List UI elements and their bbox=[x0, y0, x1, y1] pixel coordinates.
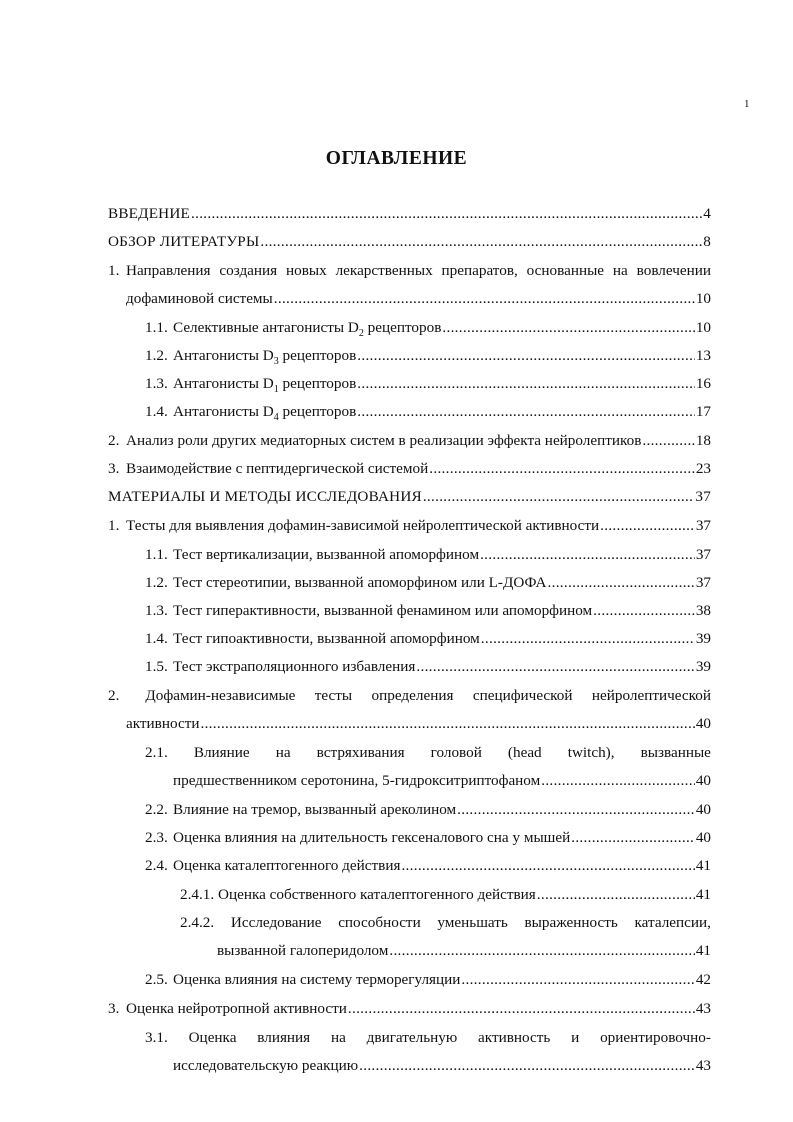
toc-entry-text: Тест гиперактивности, вызванной фенамином или апоморфином bbox=[173, 602, 593, 619]
toc-number: 2.1. bbox=[145, 744, 168, 761]
toc-entry-m2-4-1 bbox=[180, 885, 711, 905]
justified-word: на bbox=[275, 744, 291, 761]
leader-dots bbox=[548, 573, 695, 593]
toc-page-number: 37 bbox=[695, 488, 711, 505]
justified-word: Исследование bbox=[230, 914, 322, 931]
leader-dots bbox=[600, 516, 695, 536]
leader-dots bbox=[442, 318, 694, 338]
toc-entry-m2-line2 bbox=[126, 714, 711, 734]
toc-page-number: 10 bbox=[695, 319, 711, 336]
toc-entry-text: Тесты для выявления дофамин-зависимой нейролептической активности bbox=[126, 517, 600, 534]
leader-dots bbox=[401, 856, 694, 876]
toc-entry-m3-1-line2 bbox=[173, 1056, 711, 1076]
toc-entry-text: ВВЕДЕНИЕ bbox=[108, 205, 190, 222]
justified-word: нейролептической bbox=[591, 687, 711, 704]
toc-number: 2.4. bbox=[145, 857, 168, 874]
leader-dots bbox=[200, 714, 694, 734]
toc-page-number: 42 bbox=[695, 971, 711, 988]
leader-dots bbox=[359, 1056, 695, 1076]
toc-entry-text: Оценка влияния на систему терморегуляции bbox=[173, 971, 461, 988]
toc-page-number: 10 bbox=[695, 290, 711, 307]
toc-entry-text: МАТЕРИАЛЫ И МЕТОДЫ ИССЛЕДОВАНИЯ bbox=[108, 488, 422, 505]
toc-number: 1.2. bbox=[145, 574, 168, 591]
toc-entry-m2-1-line2 bbox=[173, 771, 711, 791]
justified-word: способности bbox=[338, 914, 421, 931]
justified-word: активность bbox=[478, 1029, 551, 1046]
toc-page-number: 40 bbox=[695, 772, 711, 789]
leader-dots bbox=[348, 999, 695, 1019]
toc-entry-text: активности bbox=[126, 715, 200, 732]
toc-entry-text: Оценка влияния на длительность гексеналового сна у мышей bbox=[173, 829, 571, 846]
toc-entry-m1-2 bbox=[145, 573, 711, 593]
toc-entry-m3 bbox=[108, 999, 711, 1019]
toc-entry-text: Взаимодействие с пептидергической системой bbox=[126, 460, 429, 477]
leader-dots bbox=[389, 941, 694, 961]
toc-number: 1.4. bbox=[145, 403, 168, 420]
leader-dots bbox=[357, 346, 695, 366]
page-number: 1 bbox=[744, 98, 750, 110]
justified-word: специфической bbox=[472, 687, 573, 704]
toc-entry-m2-4 bbox=[145, 856, 711, 876]
leader-dots bbox=[642, 431, 694, 451]
justified-word: влияния bbox=[257, 1029, 311, 1046]
toc-number: 3. bbox=[108, 460, 120, 477]
toc-entry-text: Направления создания новых лекарственных препаратов, основанные на вовлечении bbox=[126, 262, 711, 279]
toc-number: 1.3. bbox=[145, 602, 168, 619]
toc-entry-s1-line1 bbox=[108, 261, 711, 281]
justified-word: Дофамин-независимые bbox=[145, 687, 296, 704]
toc-entry-text: Антагонисты $D_4$ рецепторов bbox=[173, 403, 357, 424]
justified-word: на bbox=[330, 1029, 346, 1046]
toc-entry-m1-3 bbox=[145, 601, 711, 621]
toc-page-number: 4 bbox=[703, 205, 711, 222]
toc-number: 1.1. bbox=[145, 546, 168, 563]
leader-dots bbox=[571, 828, 695, 848]
toc-entry-text: дофаминовой системы bbox=[126, 290, 273, 307]
toc-entry-m1 bbox=[108, 516, 711, 536]
toc-page-number: 43 bbox=[695, 1000, 711, 1017]
toc-number: 3. bbox=[108, 1000, 120, 1017]
toc-number: 2.3. bbox=[145, 829, 168, 846]
justified-word: Оценка bbox=[188, 1029, 237, 1046]
toc-entry-text: предшественником серотонина, 5-гидрокситриптофаном bbox=[173, 772, 541, 789]
toc-entry-m1-5 bbox=[145, 657, 711, 677]
toc-entry-m2-3 bbox=[145, 828, 711, 848]
toc-page-number: 40 bbox=[695, 829, 711, 846]
toc-page-number: 41 bbox=[695, 942, 711, 959]
toc-entry-s1-line2 bbox=[126, 289, 711, 309]
justified-word: выраженность bbox=[524, 914, 618, 931]
toc-entry-m1-1 bbox=[145, 545, 711, 565]
toc-page-number: 17 bbox=[695, 403, 711, 420]
justified-word: (head bbox=[507, 744, 542, 761]
leader-dots bbox=[457, 800, 695, 820]
toc-page-number: 37 bbox=[695, 546, 711, 563]
toc-number: 1.5. bbox=[145, 658, 168, 675]
toc-entry-text: ОБЗОР ЛИТЕРАТУРЫ bbox=[108, 233, 260, 250]
toc-number: 2.5. bbox=[145, 971, 168, 988]
toc-entry-s1-4 bbox=[145, 402, 711, 422]
leader-dots bbox=[357, 402, 695, 422]
toc-entry-text: Тест стереотипии, вызванной апоморфином или L-ДОФА bbox=[173, 574, 547, 591]
justified-word: тесты bbox=[314, 687, 353, 704]
leader-dots bbox=[461, 970, 694, 990]
toc-page-number: 37 bbox=[695, 517, 711, 534]
leader-dots bbox=[357, 374, 695, 394]
toc-number: 1.2. bbox=[145, 347, 168, 364]
toc-entry-materials bbox=[108, 487, 711, 507]
toc-number: 1. bbox=[108, 517, 120, 534]
toc-page-number: 37 bbox=[695, 574, 711, 591]
leader-dots bbox=[416, 657, 694, 677]
toc-entry-m2-1-line1 bbox=[145, 743, 711, 763]
toc-entry-text: Оценка собственного каталептогенного действия bbox=[218, 886, 536, 903]
toc-entry-text: Селективные антагонисты $D_2$ рецепторов bbox=[173, 319, 442, 340]
toc-page-number: 8 bbox=[703, 233, 711, 250]
toc-entry-s3 bbox=[108, 459, 711, 479]
justified-word: уменьшать bbox=[437, 914, 508, 931]
toc-number: 1.1. bbox=[145, 319, 168, 336]
toc-entry-text: Оценка каталептогенного действия bbox=[173, 857, 401, 874]
toc-number: 2.4.2. bbox=[180, 914, 215, 931]
justified-word: Влияние bbox=[193, 744, 250, 761]
toc-page-number: 18 bbox=[695, 432, 711, 449]
toc-entry-m2-4-2-line2 bbox=[217, 941, 711, 961]
toc-entry-text: Тест вертикализации, вызванной апоморфином bbox=[173, 546, 480, 563]
justified-word: определения bbox=[371, 687, 454, 704]
justified-word: и bbox=[571, 1029, 580, 1046]
toc-entry-text: Тест экстраполяционного избавления bbox=[173, 658, 416, 675]
justified-word: каталепсии, bbox=[634, 914, 711, 931]
toc-page-number: 38 bbox=[695, 602, 711, 619]
toc-entry-s2 bbox=[108, 431, 711, 451]
toc-entry-m3-1-line1 bbox=[145, 1028, 711, 1048]
justified-word: встряхивания bbox=[316, 744, 405, 761]
toc-number: 3.1. bbox=[145, 1029, 168, 1046]
leader-dots bbox=[429, 459, 695, 479]
toc-page-number: 39 bbox=[695, 658, 711, 675]
justified-word: twitch), bbox=[567, 744, 615, 761]
toc-page-number: 39 bbox=[695, 630, 711, 647]
toc-entry-text: исследовательскую реакцию bbox=[173, 1057, 359, 1074]
toc-entry-text: Антагонисты $D_3$ рецепторов bbox=[173, 347, 357, 368]
leader-dots bbox=[480, 545, 695, 565]
toc-page-number: 41 bbox=[695, 857, 711, 874]
toc-entry-m2-line1 bbox=[108, 686, 711, 706]
toc-entry-text: Влияние на тремор, вызванный ареколином bbox=[173, 801, 457, 818]
toc-number: 1. bbox=[108, 262, 120, 279]
toc-entry-m2-2 bbox=[145, 800, 711, 820]
toc-entry-m2-4-2-line1 bbox=[180, 913, 711, 933]
justified-word: двигательную bbox=[366, 1029, 458, 1046]
leader-dots bbox=[537, 885, 695, 905]
toc-number: 1.3. bbox=[145, 375, 168, 392]
toc-entry-s1-2 bbox=[145, 346, 711, 366]
justified-word: ориентировочно- bbox=[600, 1029, 711, 1046]
leader-dots bbox=[260, 232, 702, 252]
toc-number: 2.2. bbox=[145, 801, 168, 818]
toc-entry-text: Тест гипоактивности, вызванной апоморфином bbox=[173, 630, 480, 647]
toc-entry-s1-3 bbox=[145, 374, 711, 394]
leader-dots bbox=[191, 204, 702, 224]
toc-entry-text: Оценка нейротропной активности bbox=[126, 1000, 347, 1017]
toc-number: 2. bbox=[108, 687, 120, 704]
toc-entry-m1-4 bbox=[145, 629, 711, 649]
toc-page-number: 23 bbox=[695, 460, 711, 477]
toc-entry-review bbox=[108, 232, 711, 252]
toc-entry-text: Анализ роли других медиаторных систем в реализации эффекта нейролептиков bbox=[126, 432, 642, 449]
leader-dots bbox=[481, 629, 695, 649]
toc-page-number: 41 bbox=[695, 886, 711, 903]
justified-word: головой bbox=[430, 744, 482, 761]
leader-dots bbox=[541, 771, 695, 791]
toc-page-number: 16 bbox=[695, 375, 711, 392]
toc-entry-intro bbox=[108, 204, 711, 224]
justified-word: вызванные bbox=[640, 744, 711, 761]
toc-entry-s1-1 bbox=[145, 318, 711, 338]
toc-entry-text: вызванной галоперидолом bbox=[217, 942, 389, 959]
toc-page-number: 13 bbox=[695, 347, 711, 364]
toc-page-number: 40 bbox=[695, 801, 711, 818]
toc-entry-m2-5 bbox=[145, 970, 711, 990]
toc-entry-text: Антагонисты $D_1$ рецепторов bbox=[173, 375, 357, 396]
toc-number: 2.4.1. bbox=[180, 886, 215, 903]
page-title: ОГЛАВЛЕНИЕ bbox=[325, 148, 468, 169]
leader-dots bbox=[593, 601, 695, 621]
toc-number: 1.4. bbox=[145, 630, 168, 647]
toc-number: 2. bbox=[108, 432, 120, 449]
toc-page-number: 40 bbox=[695, 715, 711, 732]
leader-dots bbox=[274, 289, 695, 309]
toc-page-number: 43 bbox=[695, 1057, 711, 1074]
leader-dots bbox=[423, 487, 695, 507]
